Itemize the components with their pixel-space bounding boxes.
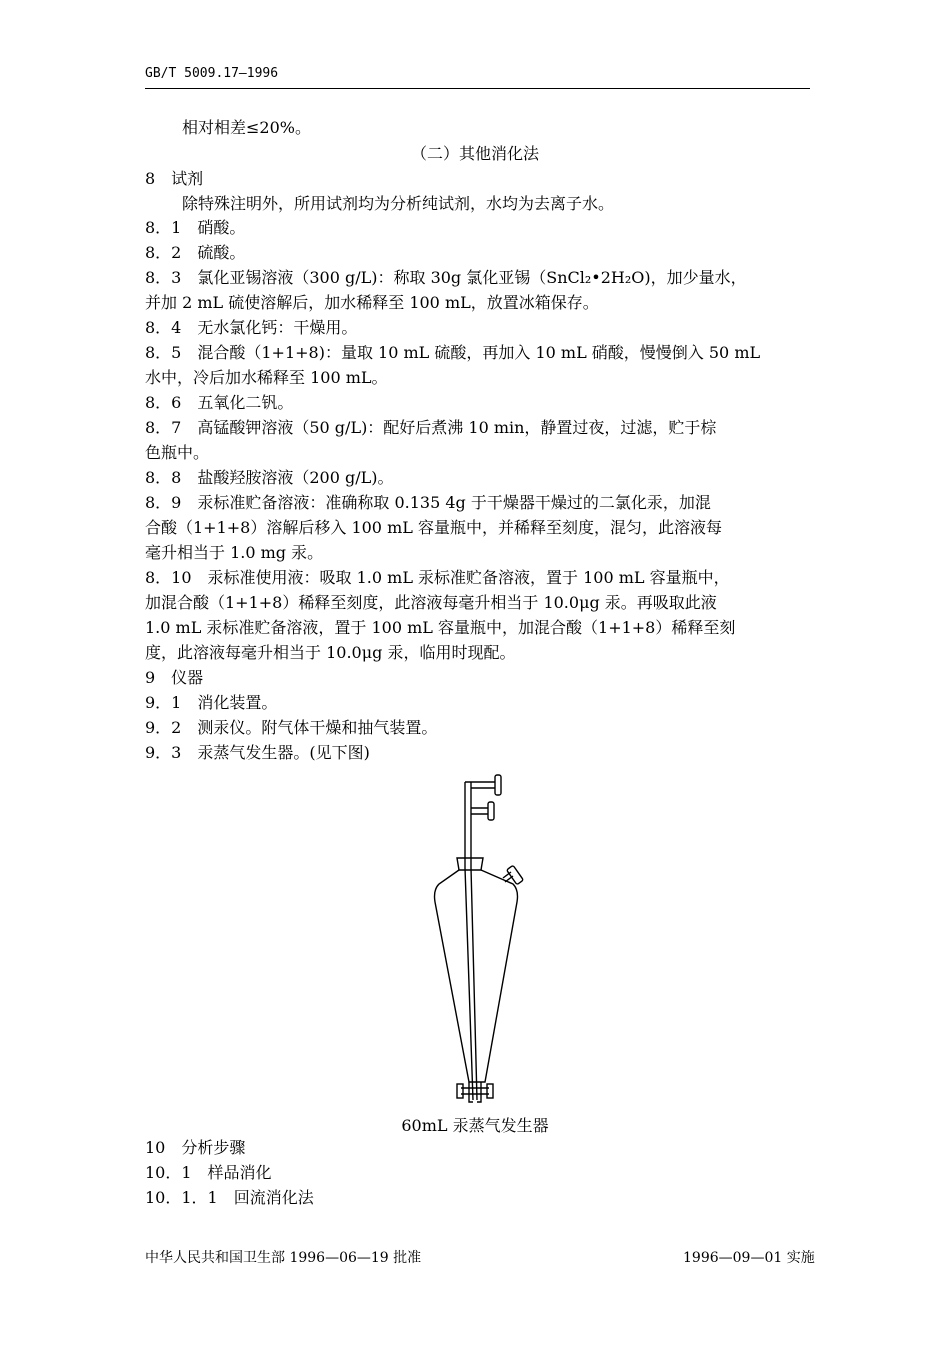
item-9-1: 9．1 消化装置。 — [145, 693, 278, 712]
text-line: 除特殊注明外，所用试剂均为分析纯试剂，水均为去离子水。 — [182, 194, 615, 213]
item-9-3: 9．3 汞蒸气发生器。(见下图) — [145, 743, 370, 762]
item-8-4: 8．4 无水氯化钙：干燥用。 — [145, 318, 358, 337]
item-8-10: 8．10 汞标准使用液：吸取 1.0 mL 汞标准贮备溶液，置于 100 mL 容量瓶中， — [145, 568, 730, 587]
figure-caption: 60mL 汞蒸气发生器 — [401, 1116, 549, 1135]
document-code: GB/T 5009.17—1996 — [145, 66, 279, 81]
item-8-1: 8．1 硝酸。 — [145, 218, 246, 237]
item-8-10-cont: 1.0 mL 汞标准贮备溶液，置于 100 mL 容量瓶中，加混合酸（1+1+8）稀释至刻 — [145, 618, 736, 637]
header-rule — [145, 88, 810, 89]
item-8-9: 8．9 汞标准贮备溶液：准确称取 0.135 4g 于干燥器干燥过的二氯化汞，加混 — [145, 493, 711, 512]
section-title: （二）其他消化法 — [410, 144, 539, 163]
item-8-3-cont: 并加 2 mL 硫使溶解后，加水稀释至 100 mL，放置冰箱保存。 — [145, 293, 599, 312]
item-8-9-cont: 合酸（1+1+8）溶解后移入 100 mL 容量瓶中，并稀释至刻度，混匀，此溶液每 — [145, 518, 722, 537]
text-line: 相对相差≤20%。 — [182, 118, 311, 137]
section-heading-10: 10 分析步骤 — [145, 1138, 246, 1157]
section-heading-9: 9 仪器 — [145, 668, 204, 687]
mercury-vapor-generator-figure — [405, 770, 545, 1110]
footer-effective-date: 1996—09—01 实施 — [683, 1250, 815, 1266]
item-9-2: 9．2 测汞仪。附气体干燥和抽气装置。 — [145, 718, 438, 737]
section-heading-8: 8 试剂 — [145, 169, 204, 188]
item-8-8: 8．8 盐酸羟胺溶液（200 g/L)。 — [145, 468, 394, 487]
item-8-2: 8．2 硫酸。 — [145, 243, 246, 262]
footer-approval: 中华人民共和国卫生部 1996—06—19 批准 — [145, 1250, 422, 1266]
item-10-1: 10．1 样品消化 — [145, 1163, 272, 1182]
item-8-10-cont: 度，此溶液每毫升相当于 10.0μg 汞，临用时现配。 — [145, 643, 516, 662]
item-8-6: 8．6 五氧化二钒。 — [145, 393, 294, 412]
item-8-3: 8．3 氯化亚锡溶液（300 g/L)：称取 30g 氯化亚锡（SnCl₂•2H₂O)，加少量水， — [145, 268, 747, 287]
item-8-7-cont: 色瓶中。 — [145, 443, 210, 462]
item-8-9-cont: 毫升相当于 1.0 mg 汞。 — [145, 543, 324, 562]
item-8-5: 8．5 混合酸（1+1+8)：量取 10 mL 硫酸，再加入 10 mL 硝酸，慢慢倒入 50 mL — [145, 343, 761, 362]
item-8-7: 8．7 高锰酸钾溶液（50 g/L)：配好后煮沸 10 min，静置过夜，过滤，贮于棕 — [145, 418, 717, 437]
item-8-10-cont: 加混合酸（1+1+8）稀释至刻度，此溶液每毫升相当于 10.0μg 汞。再吸取此液 — [145, 593, 717, 612]
item-8-5-cont: 水中，冷后加水稀释至 100 mL。 — [145, 368, 388, 387]
item-10-1-1: 10．1．1 回流消化法 — [145, 1188, 314, 1207]
